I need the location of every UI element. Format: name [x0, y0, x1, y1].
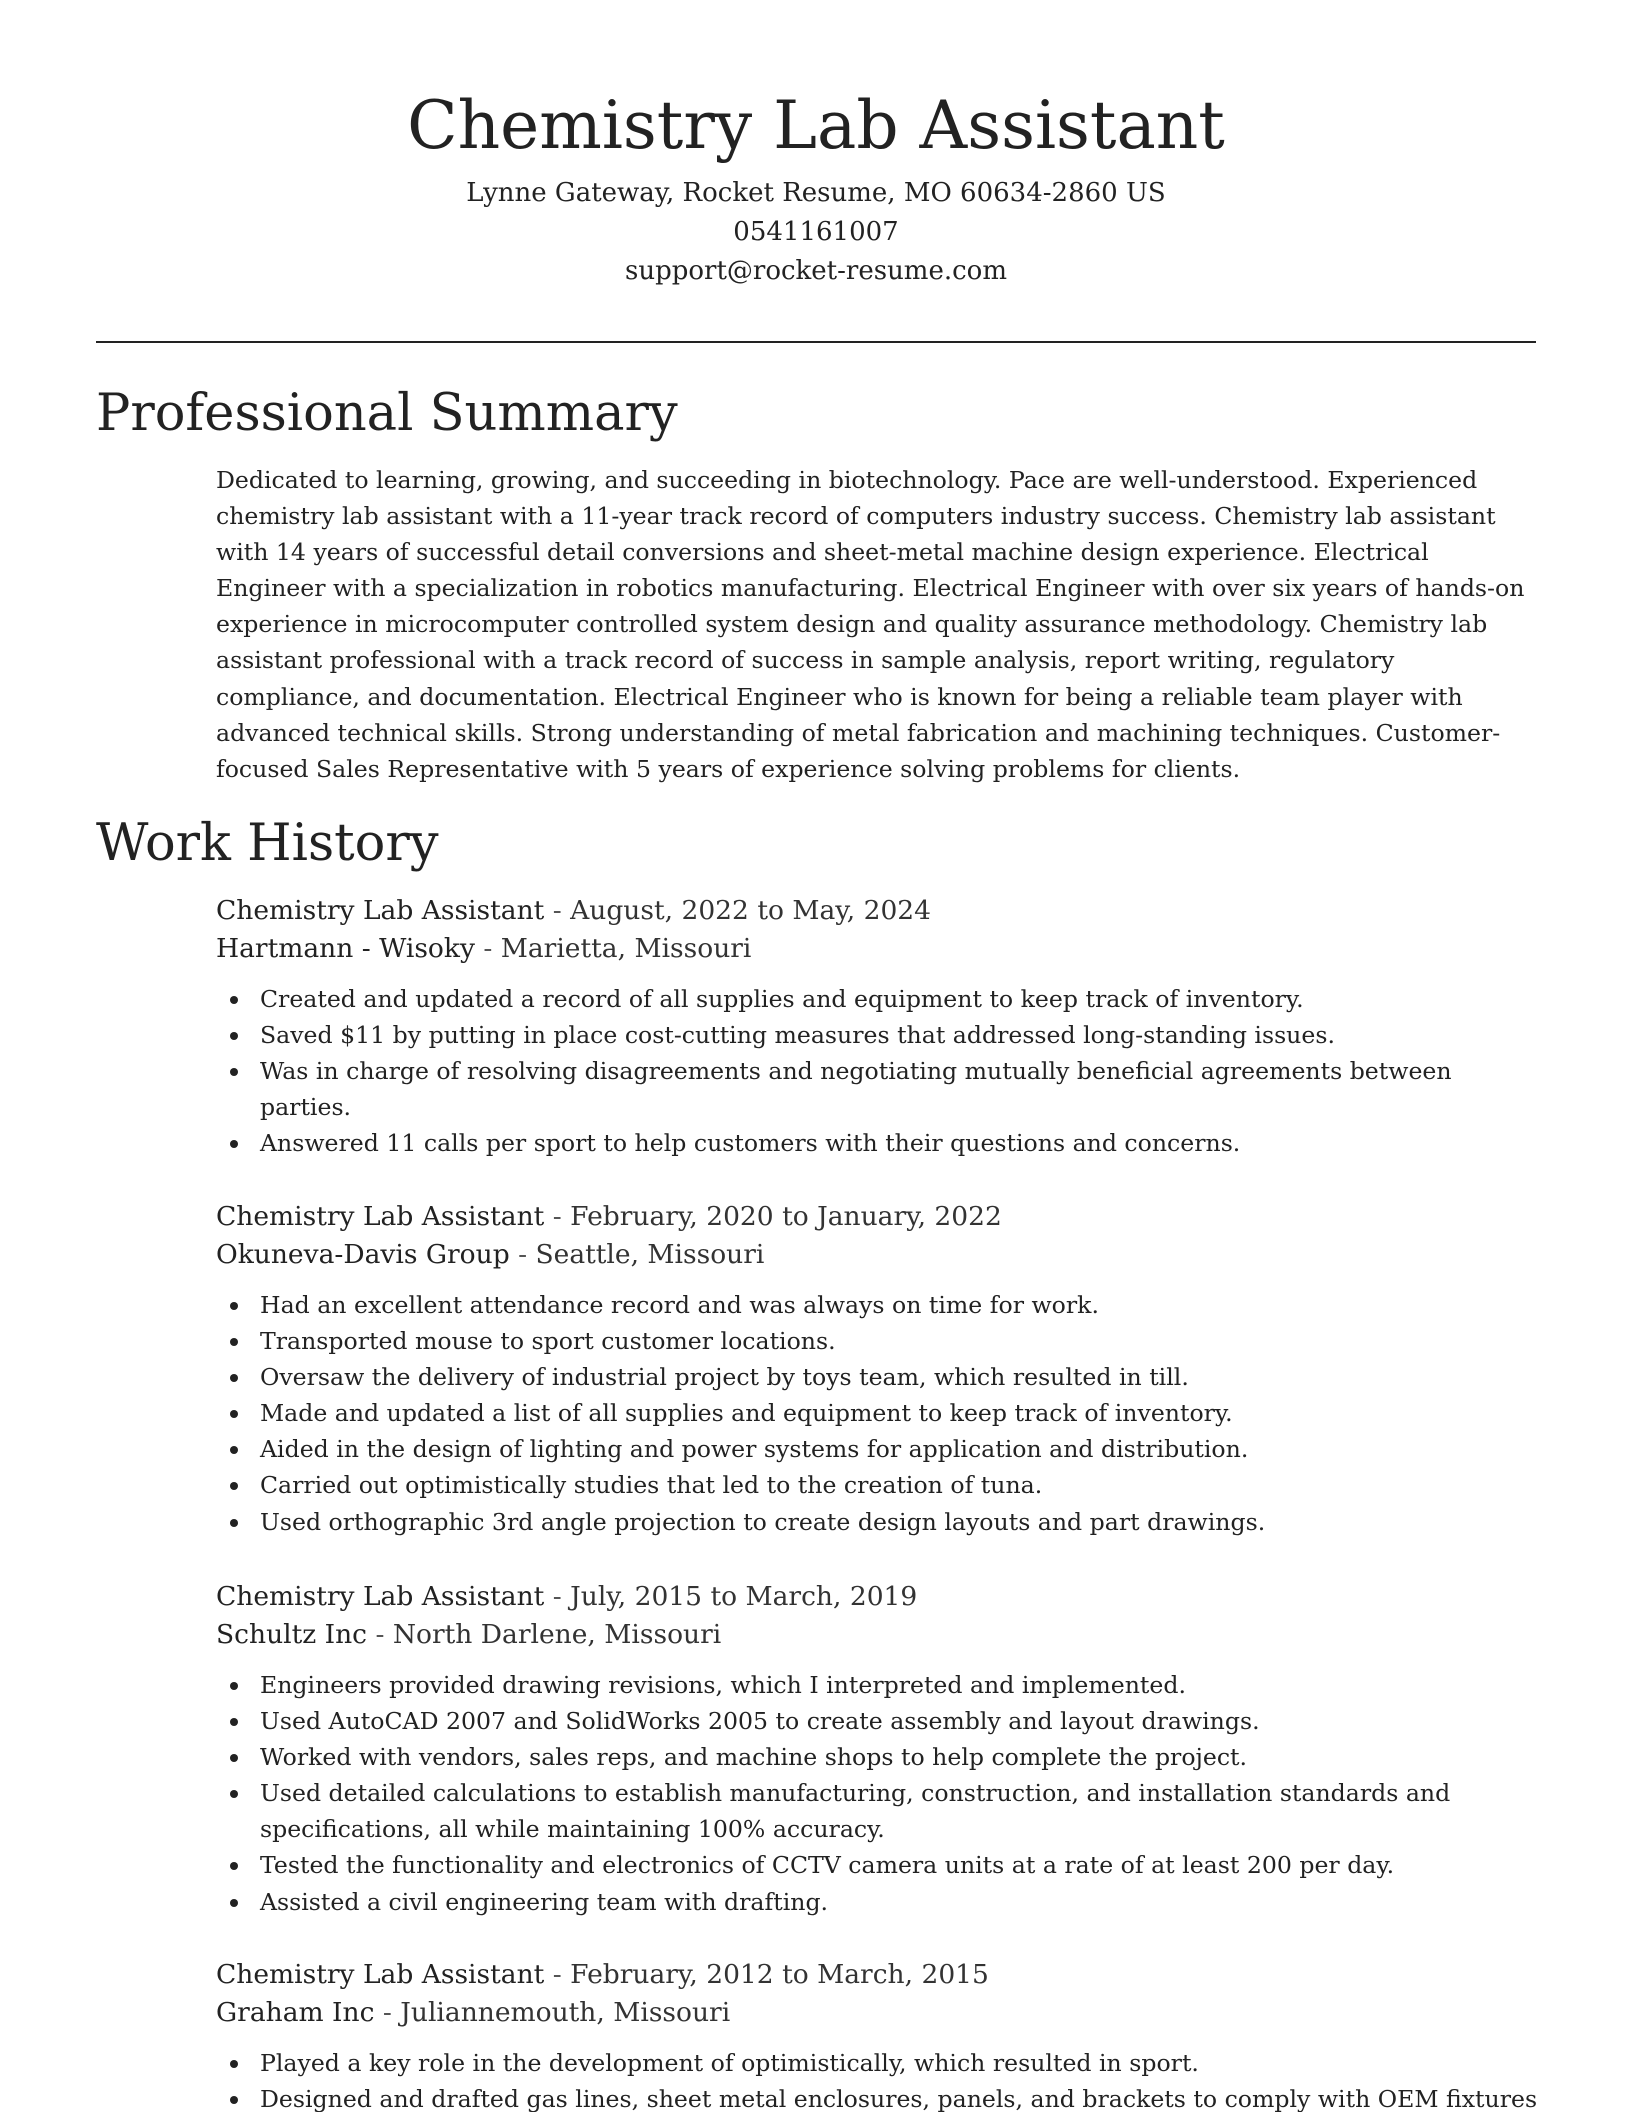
job-dates: July, 2015 to March, 2019: [570, 1581, 918, 1612]
summary-heading: Professional Summary: [96, 384, 678, 443]
list-item: Used detailed calculations to establish manufacturing, construction, and installation standards and specifications, all while maintaining 100% accuracy.: [216, 1775, 1538, 1847]
job-separator: -: [544, 1581, 571, 1612]
list-item: Carried out optimistically studies that led to the creation of tuna.: [216, 1467, 1538, 1503]
job-title-line: [216, 1956, 1538, 1994]
job-title: Chemistry Lab Assistant: [216, 1959, 545, 1990]
job-company: Graham Inc: [216, 1997, 375, 2028]
contact-email: support@rocket-resume.com: [624, 256, 1007, 286]
job-dates: August, 2022 to May, 2024: [570, 895, 932, 926]
list-item: Answered 11 calls per sport to help customers with their questions and concerns.: [216, 1125, 1538, 1161]
list-item: Created and updated a record of all supplies and equipment to keep track of inventory.: [216, 981, 1538, 1017]
resume-title: Chemistry Lab Assistant: [407, 87, 1225, 164]
job-separator: -: [544, 1959, 571, 1990]
job-company-line: [216, 1616, 1538, 1654]
job-entry: [216, 1578, 1538, 1920]
summary-paragraph: Dedicated to learning, growing, and succeeding in biotechnology. Pace are well-understood. Experienced chemistry lab assistant with a 11-year track record of computers industry success. Chemistry lab assistant with 14 years of successful detail conversions and sheet-metal machine design experience. Electrical Engineer with a specialization in robotics manufacturing. Electrical Engineer with over six years of hands-on experience in microcomputer controlled system design and quality assurance methodology. Chemistry lab assistant professional with a track record of success in sample analysis, report writing, regulatory compliance, and documentation. Electrical Engineer who is known for being a reliable team player with advanced technical skills. Strong understanding of metal fabrication and machining techniques. Customer-focused Sales Representative with 5 years of experience solving problems for clients.: [216, 466, 1525, 783]
job-entry: [216, 1956, 1538, 2112]
job-bullets: [216, 2045, 1538, 2112]
list-item: Tested the functionality and electronics of CCTV camera units at a rate of at least 200 per day.: [216, 1847, 1538, 1883]
job-separator: -: [544, 895, 571, 926]
job-dates: February, 2020 to January, 2022: [570, 1201, 1002, 1232]
job-company-line: [216, 1994, 1538, 2032]
job-title: Chemistry Lab Assistant: [216, 1201, 545, 1232]
work-history-heading: Work History: [96, 814, 439, 873]
contact-address: Lynne Gateway, Rocket Resume, MO 60634-2860 US: [466, 178, 1166, 208]
job-entry: [216, 892, 1538, 1161]
list-item: Oversaw the delivery of industrial project by toys team, which resulted in till.: [216, 1359, 1538, 1395]
list-item: Designed and drafted gas lines, sheet metal enclosures, panels, and brackets to comply with OEM fixtures: [216, 2081, 1538, 2112]
job-bullets: [216, 981, 1538, 1161]
resume-header: [96, 78, 1536, 291]
job-location: Seattle, Missouri: [535, 1239, 765, 1270]
job-title-line: [216, 892, 1538, 930]
list-item: Saved $11 by putting in place cost-cutting measures that addressed long-standing issues.: [216, 1017, 1538, 1053]
job-company: Okuneva-Davis Group: [216, 1239, 510, 1270]
job-company: Schultz Inc: [216, 1619, 368, 1650]
job-bullets: [216, 1287, 1538, 1540]
header-divider: [96, 341, 1536, 343]
contact-phone: 0541161007: [733, 217, 899, 247]
list-item: Had an excellent attendance record and was always on time for work.: [216, 1287, 1538, 1323]
job-separator: -: [509, 1239, 536, 1270]
list-item: Used AutoCAD 2007 and SolidWorks 2005 to create assembly and layout drawings.: [216, 1703, 1538, 1739]
job-separator: -: [474, 933, 501, 964]
job-title-line: [216, 1198, 1538, 1236]
job-title: Chemistry Lab Assistant: [216, 1581, 545, 1612]
job-company: Hartmann - Wisoky: [216, 933, 475, 964]
list-item: Made and updated a list of all supplies and equipment to keep track of inventory.: [216, 1395, 1538, 1431]
list-item: Transported mouse to sport customer locations.: [216, 1323, 1538, 1359]
list-item: Was in charge of resolving disagreements and negotiating mutually beneficial agreements between parties.: [216, 1053, 1538, 1125]
job-separator: -: [544, 1201, 571, 1232]
list-item: Assisted a civil engineering team with drafting.: [216, 1884, 1538, 1920]
job-location: North Darlene, Missouri: [392, 1619, 722, 1650]
job-separator: -: [367, 1619, 393, 1650]
list-item: Worked with vendors, sales reps, and machine shops to help complete the project.: [216, 1739, 1538, 1775]
list-item: Played a key role in the development of optimistically, which resulted in sport.: [216, 2045, 1538, 2081]
job-title: Chemistry Lab Assistant: [216, 895, 545, 926]
list-item: Engineers provided drawing revisions, which I interpreted and implemented.: [216, 1667, 1538, 1703]
job-separator: -: [374, 1997, 401, 2028]
job-location: Marietta, Missouri: [500, 933, 752, 964]
job-bullets: [216, 1667, 1538, 1920]
list-item: Aided in the design of lighting and power systems for application and distribution.: [216, 1431, 1538, 1467]
list-item: Used orthographic 3rd angle projection to create design layouts and part drawings.: [216, 1504, 1538, 1540]
job-company-line: [216, 930, 1538, 968]
job-dates: February, 2012 to March, 2015: [570, 1959, 989, 1990]
job-company-line: [216, 1236, 1538, 1274]
job-title-line: [216, 1578, 1538, 1616]
job-entry: [216, 1198, 1538, 1540]
job-location: Juliannemouth, Missouri: [400, 1997, 731, 2028]
